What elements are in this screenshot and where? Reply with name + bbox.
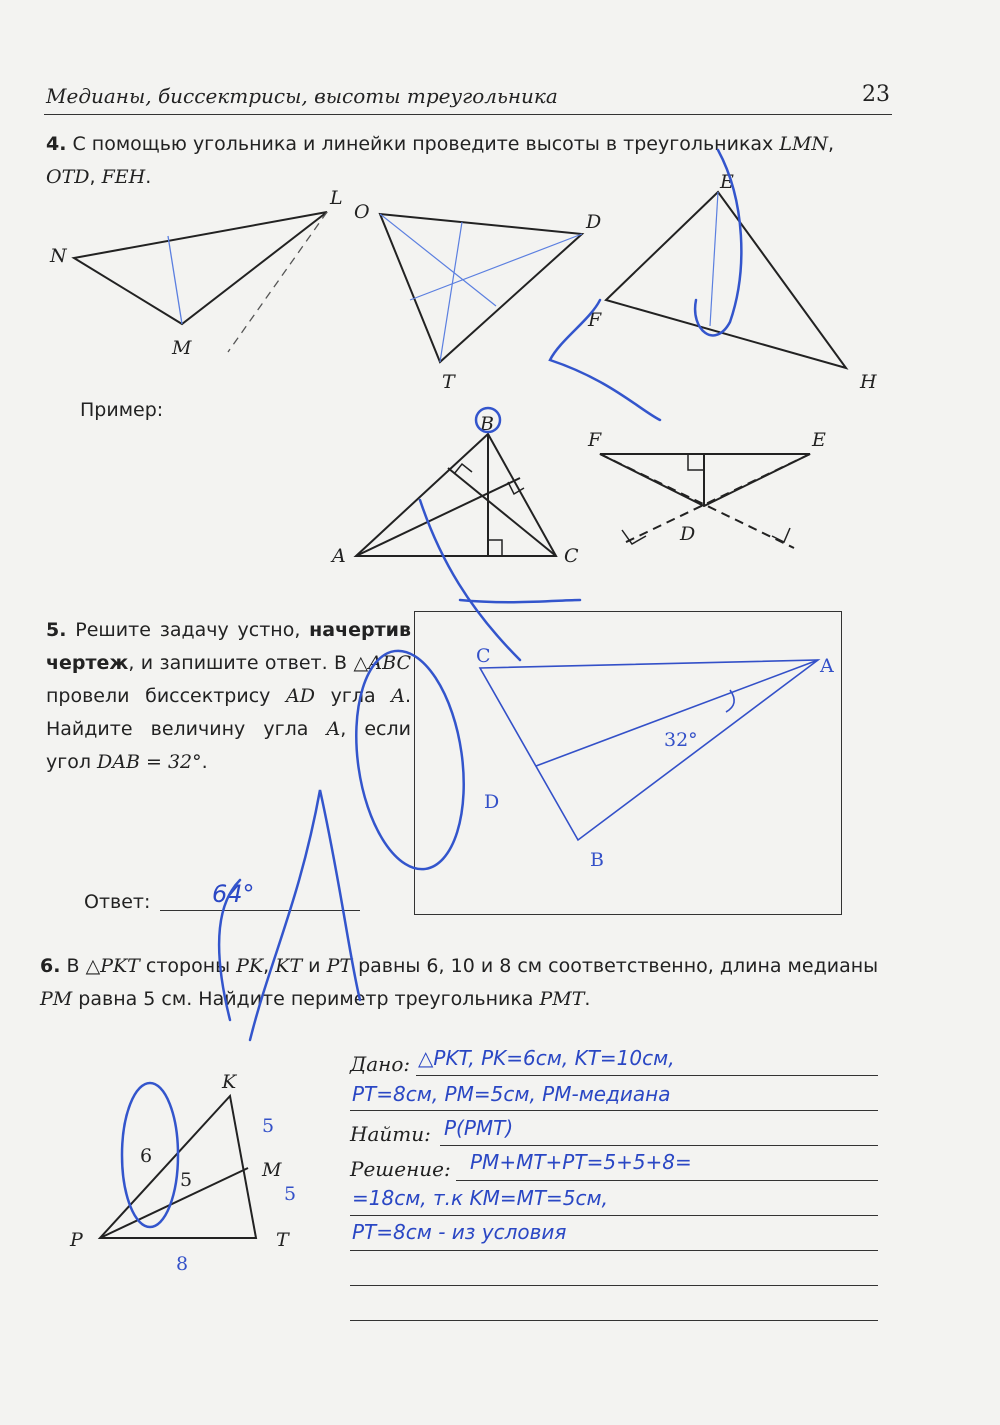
period: . (145, 166, 152, 188)
example-label: Пример: (80, 399, 164, 421)
triangle-feh-name: FEH (101, 166, 146, 188)
sketch-label-d: D (484, 791, 500, 813)
task-6-number: 6. (40, 955, 61, 977)
separator: , (828, 133, 835, 155)
figure-label-m: M (262, 1159, 282, 1181)
solution-label: Решение: (350, 1157, 451, 1181)
handwritten-find: P(PMT) (444, 1116, 514, 1140)
triangle-lmn-name: LMN (779, 133, 829, 155)
vertex-label-o: O (354, 201, 370, 223)
page-header-title: Медианы, биссектрисы, высоты треугольника (46, 84, 558, 108)
vertex-label-t: T (442, 371, 455, 393)
task-5-part: провели биссектрису (46, 685, 287, 707)
period: . (584, 988, 591, 1010)
side-kt: KT (275, 955, 303, 977)
triangle-abc-name: △ABC (353, 652, 411, 674)
angle-name: A (326, 718, 341, 740)
task-5-part: Решите задачу устно, (66, 619, 310, 641)
task-4-instruction: С помощью угольника и линейки проведите высоты в треугольниках (72, 133, 780, 155)
task-5-bold: начертив чертеж (46, 619, 411, 674)
figure-median-value: 5 (180, 1169, 193, 1191)
task-6-part: и (302, 955, 327, 977)
height-line-lmn (168, 236, 182, 324)
example-vertex-f: F (588, 429, 602, 451)
height-line-otd (380, 214, 496, 306)
height-line-feh (710, 192, 718, 326)
vertex-label-l: L (330, 187, 343, 209)
handwritten-solution-1: PM+MT+PT=5+5+8= (470, 1150, 692, 1174)
side-pt: PT (326, 955, 353, 977)
hw-figure-mt: 5 (284, 1183, 297, 1205)
triangle-otd-figure (380, 214, 582, 362)
vertex-label-d: D (586, 211, 602, 233)
vertex-label-n: N (50, 245, 67, 267)
example-vertex-b: B (480, 413, 494, 435)
given-angle: DAB = 32° (97, 751, 202, 773)
task-6-part: В (60, 955, 86, 977)
example-triangle-abc (356, 434, 556, 556)
angle-name: A (391, 685, 405, 707)
task-6-part: равна 5 см. Найдите периметр треугольника (72, 988, 540, 1010)
vertex-label-h: H (860, 371, 877, 393)
figure-side-pk-value: 6 (140, 1145, 153, 1167)
sketch-label-c: C (476, 645, 491, 667)
handwritten-solution-2: =18см, т.к KM=MT=5см, (352, 1186, 608, 1210)
bisector-name: AD (286, 685, 315, 707)
example-vertex-d: D (680, 523, 696, 545)
sketch-angle-label: 32° (664, 729, 698, 751)
sketch-label-b: B (590, 849, 604, 871)
answer-label: Ответ: (84, 891, 151, 913)
triangle-feh-figure (606, 192, 846, 368)
figure-label-p: P (70, 1229, 83, 1251)
triangle-otd-name: OTD (46, 166, 90, 188)
task-5-part: . Найдите величину угла (46, 685, 412, 740)
handwritten-given-1: △PKT, PK=6см, KT=10см, (418, 1046, 675, 1070)
handwritten-answer: 64° (212, 880, 255, 908)
separator: , (263, 955, 276, 977)
handwritten-given-2: PT=8см, PM=5см, PM-медиана (352, 1082, 671, 1106)
vertex-label-e: E (720, 171, 734, 193)
hw-figure-km: 5 (262, 1115, 275, 1137)
hw-figure-pt: 8 (176, 1253, 189, 1275)
height-line-otd (440, 222, 462, 362)
task-6-part: стороны (139, 955, 237, 977)
triangle-pmt-name: PMT (539, 988, 585, 1010)
extension-line-lmn (228, 212, 327, 352)
vertex-label-m: M (172, 337, 192, 359)
period: . (201, 751, 208, 773)
triangle-pkt-name: △PKT (85, 955, 140, 977)
example-vertex-c: C (564, 545, 579, 567)
given-label: Дано: (350, 1052, 411, 1076)
task-5-number: 5. (46, 619, 67, 641)
separator: , (89, 166, 102, 188)
page-number: 23 (862, 82, 890, 107)
task-6-part: равны 6, 10 и 8 см соответственно, длина медианы (352, 955, 879, 977)
figure-label-t: T (276, 1229, 289, 1251)
handwritten-solution-3: PT=8см - из условия (352, 1220, 567, 1244)
triangle-lmn-figure (74, 212, 327, 324)
sketch-label-a: A (820, 655, 834, 677)
find-label: Найти: (350, 1122, 431, 1146)
height-line-otd (410, 234, 582, 300)
example-vertex-e: E (812, 429, 826, 451)
vertex-label-f: F (588, 309, 602, 331)
task-4-number: 4. (46, 133, 67, 155)
side-pk: PK (236, 955, 264, 977)
example-vertex-a: A (332, 545, 346, 567)
median-pm: PM (40, 988, 73, 1010)
task-5-part: угла (314, 685, 392, 707)
example-triangle-fed (600, 454, 810, 548)
task-5-sketch (480, 660, 818, 840)
task-5-part: , если угол (46, 718, 411, 773)
task-5-part: , и запишите ответ. В (128, 652, 354, 674)
figure-label-k: K (222, 1071, 237, 1093)
